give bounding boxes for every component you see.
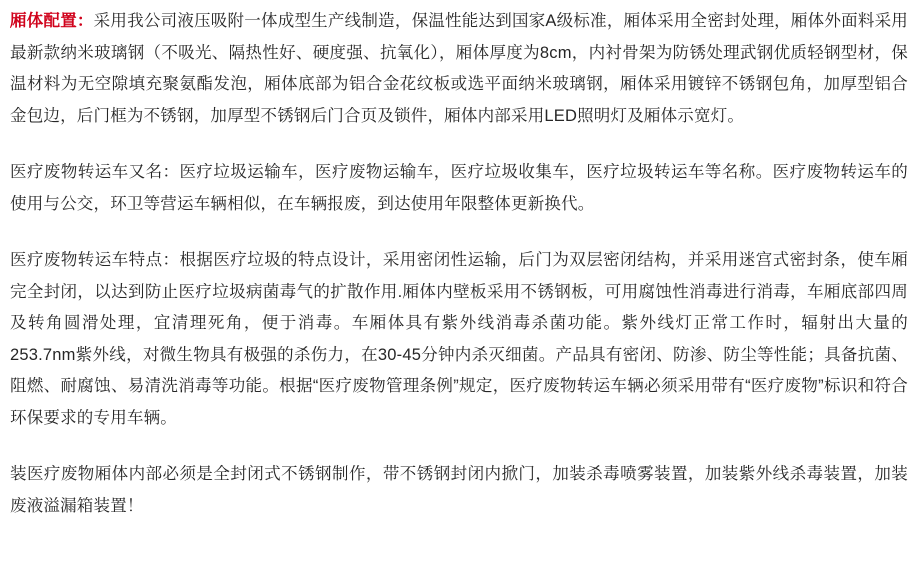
paragraph-features	[10, 245, 908, 434]
paragraph-text-features: 医疗废物转运车特点：根据医疗垃圾的特点设计，采用密闭性运输，后门为双层密闭结构，并采用迷宫式密封条，使车厢完全封闭，以达到防止医疗垃圾病菌毒气的扩散作用.厢体内壁板采用不锈钢板，可用腐蚀性消毒进行消毒，车厢底部四周及转角圆滑处理，宜清理死角，便于消毒。车厢体具有紫外线消毒杀菌功能。紫外线灯正常工作时，辐射出大量的253.7nm紫外线，对微生物具有极强的杀伤力，在30-45分钟内杀灭细菌。产品具有密闭、防渗、防尘等性能；具备抗菌、阻燃、耐腐蚀、易清洗消毒等功能。根据“医疗废物管理条例”规定，医疗废物转运车辆必须采用带有“医疗废物”标识和符合环保要求的专用车辆。	[10, 251, 908, 427]
paragraph-cabin-config	[10, 6, 908, 132]
paragraph-label-cabin-config: 厢体配置：	[10, 12, 94, 30]
paragraph-text-interior: 装医疗废物厢体内部必须是全封闭式不锈钢制作，带不锈钢封闭内掀门，加装杀毒喷雾装置，加装紫外线杀毒装置，加装废液溢漏箱装置！	[10, 465, 908, 515]
paragraph-interior	[10, 459, 908, 522]
paragraph-text-alias: 医疗废物转运车又名：医疗垃圾运输车，医疗废物运输车，医疗垃圾收集车，医疗垃圾转运车等名称。医疗废物转运车的使用与公交，环卫等营运车辆相似，在车辆报废，到达使用年限整体更新换代。	[10, 163, 908, 213]
paragraph-alias	[10, 157, 908, 220]
paragraph-text-cabin-config: 采用我公司液压吸附一体成型生产线制造，保温性能达到国家A级标准，厢体采用全密封处理，厢体外面料采用最新款纳米玻璃钢（不吸光、隔热性好、硬度强、抗氧化），厢体厚度为8cm，内衬骨架为防锈处理武钢优质轻钢型材，保温材料为无空隙填充聚氨酯发泡，厢体底部为铝合金花纹板或选平面纳米玻璃钢，厢体采用镀锌不锈钢包角，加厚型铝合金包边，后门框为不锈钢，加厚型不锈钢后门合页及锁件，厢体内部采用LED照明灯及厢体示宽灯。	[10, 12, 909, 125]
